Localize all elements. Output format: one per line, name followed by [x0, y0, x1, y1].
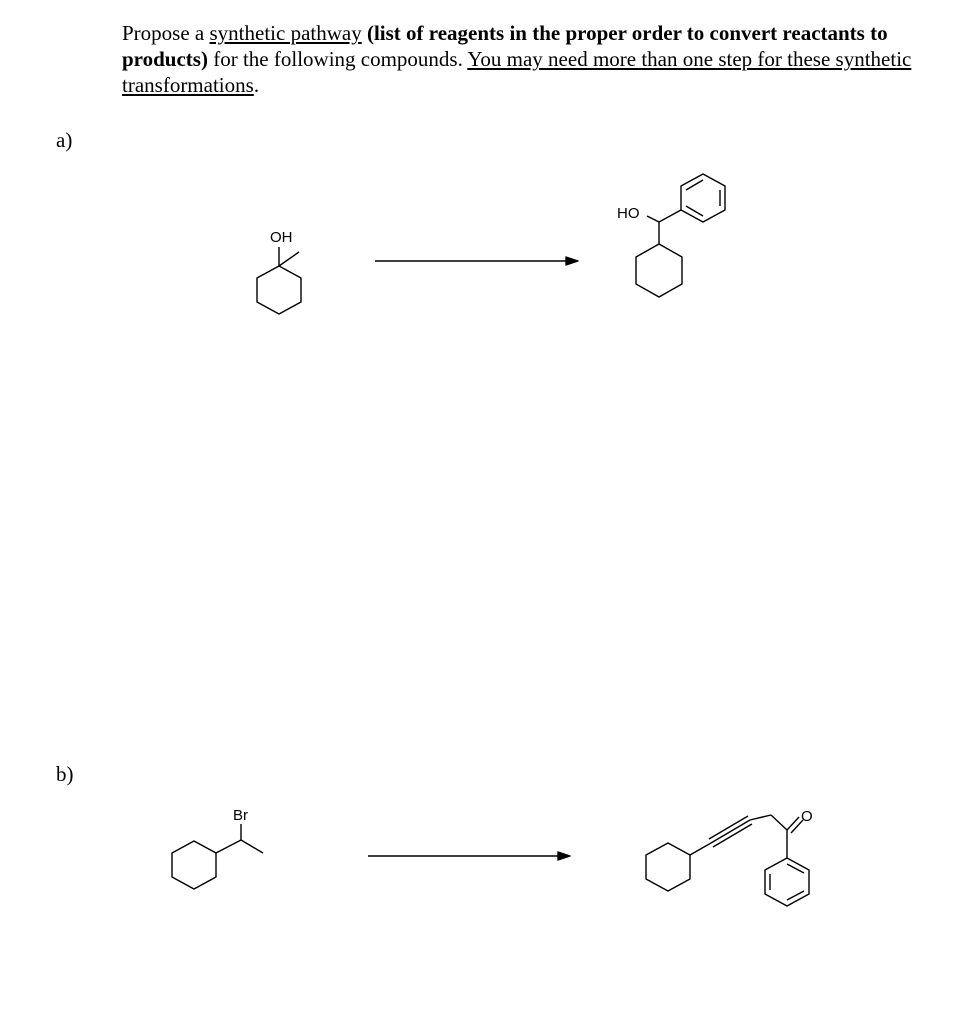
- product-b-alkyne-3: [713, 824, 752, 847]
- product-a-ho-label: HO: [617, 205, 640, 222]
- product-a-molecule: [617, 174, 725, 297]
- part-b-label: b): [56, 762, 74, 786]
- instructions-text-5: for the following compounds.: [207, 47, 468, 71]
- product-a-phenyl-bond: [659, 210, 681, 222]
- instructions-multi-step-note: You may need more than one step for these synthetic transformations: [122, 47, 912, 97]
- reaction-b-arrow: [368, 852, 570, 860]
- reactant-b-methyl-bond: [241, 840, 263, 853]
- reactant-b-molecule: [172, 807, 263, 889]
- product-b-benzene-ring: [765, 858, 809, 906]
- product-b-o-label: O: [801, 808, 813, 825]
- instructions-period: .: [253, 73, 260, 97]
- reactant-a-molecule: [257, 229, 301, 314]
- product-b-carbonyl-carbon-bond: [771, 815, 787, 830]
- reactant-a-methyl-bond: [279, 252, 299, 266]
- product-b-molecule: [646, 808, 813, 906]
- product-b-ch2-bond: [750, 815, 771, 820]
- product-b-alkyne-2: [709, 816, 748, 839]
- instructions-text-1: Propose a: [122, 21, 210, 45]
- product-a-benzene-ring: [681, 174, 725, 222]
- instructions-bold-reagents: (list of reagents in the proper order to convert reactants to products): [122, 21, 888, 71]
- reactant-a-cyclohexane-ring: [257, 266, 301, 314]
- product-a-cyclohexane-ring: [636, 244, 682, 297]
- instructions-synthetic-pathway: synthetic pathway: [209, 21, 362, 45]
- product-a-ho-bond: [647, 216, 659, 222]
- product-b-ring-bond: [690, 843, 711, 855]
- reactant-b-br-label: Br: [233, 807, 248, 824]
- reactant-b-cyclohexane-ring: [172, 841, 216, 889]
- product-b-co-bond-1: [787, 817, 799, 830]
- reactant-b-ch-bond: [216, 840, 241, 853]
- product-b-cyclohexane-ring: [646, 843, 690, 891]
- part-a-label: a): [56, 128, 73, 152]
- product-b-alkyne-1: [711, 820, 750, 843]
- reactant-a-oh-label: OH: [270, 229, 293, 246]
- reaction-a-arrow: [375, 257, 578, 265]
